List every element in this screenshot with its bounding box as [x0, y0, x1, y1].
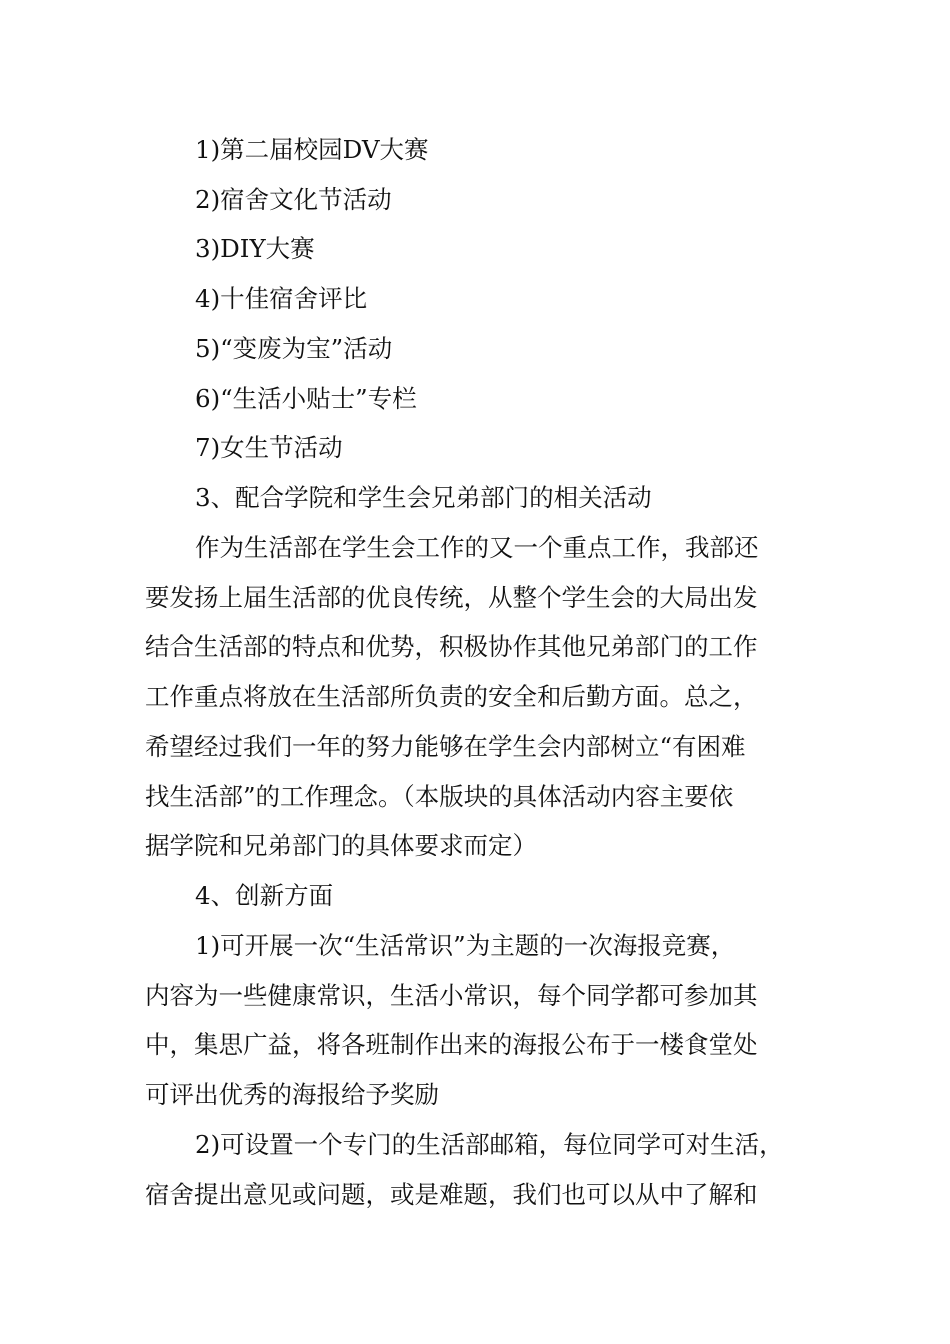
paragraph-line: 要发扬上届生活部的优良传统，从整个学生会的大局出发 [145, 583, 758, 612]
list-item-recycling-activity: 5)“变废为宝”活动 [195, 334, 393, 363]
section-heading-innovation: 4、创新方面 [195, 881, 334, 910]
paragraph-line: 可评出优秀的海报给予奖励 [145, 1080, 439, 1109]
paragraph-line: 宿舍提出意见或问题，或是难题，我们也可以从中了解和 [145, 1180, 758, 1209]
list-item-girls-day: 7)女生节活动 [195, 433, 343, 462]
paragraph-line: 1)可开展一次“生活常识”为主题的一次海报竞赛， [195, 931, 736, 960]
paragraph-line: 希望经过我们一年的努力能够在学生会内部树立“有困难 [145, 732, 746, 761]
paragraph-line: 内容为一些健康常识，生活小常识，每个同学都可参加其 [145, 981, 758, 1010]
section-heading-cooperation: 3、配合学院和学生会兄弟部门的相关活动 [195, 483, 652, 512]
paragraph-line: 找生活部”的工作理念。（本版块的具体活动内容主要依 [145, 782, 734, 811]
list-item-diy-contest: 3)DIY大赛 [195, 234, 315, 263]
list-item-top-ten-dorms: 4)十佳宿舍评比 [195, 284, 368, 313]
paragraph-line: 结合生活部的特点和优势，积极协作其他兄弟部门的工作 [145, 632, 758, 661]
paragraph-line: 作为生活部在学生会工作的又一个重点工作，我部还 [195, 533, 759, 562]
paragraph-line: 中，集思广益，将各班制作出来的海报公布于一楼食堂处 [145, 1030, 758, 1059]
list-item-dorm-culture-festival: 2)宿舍文化节活动 [195, 185, 392, 214]
list-item-life-tips-column: 6)“生活小贴士”专栏 [195, 384, 417, 413]
paragraph-line: 工作重点将放在生活部所负责的安全和后勤方面。总之， [145, 682, 758, 711]
paragraph-line: 2)可设置一个专门的生活部邮箱，每位同学可对生活， [195, 1130, 784, 1159]
list-item-dv-contest: 1)第二届校园DV大赛 [195, 135, 429, 164]
paragraph-line: 据学院和兄弟部门的具体要求而定） [145, 831, 537, 860]
